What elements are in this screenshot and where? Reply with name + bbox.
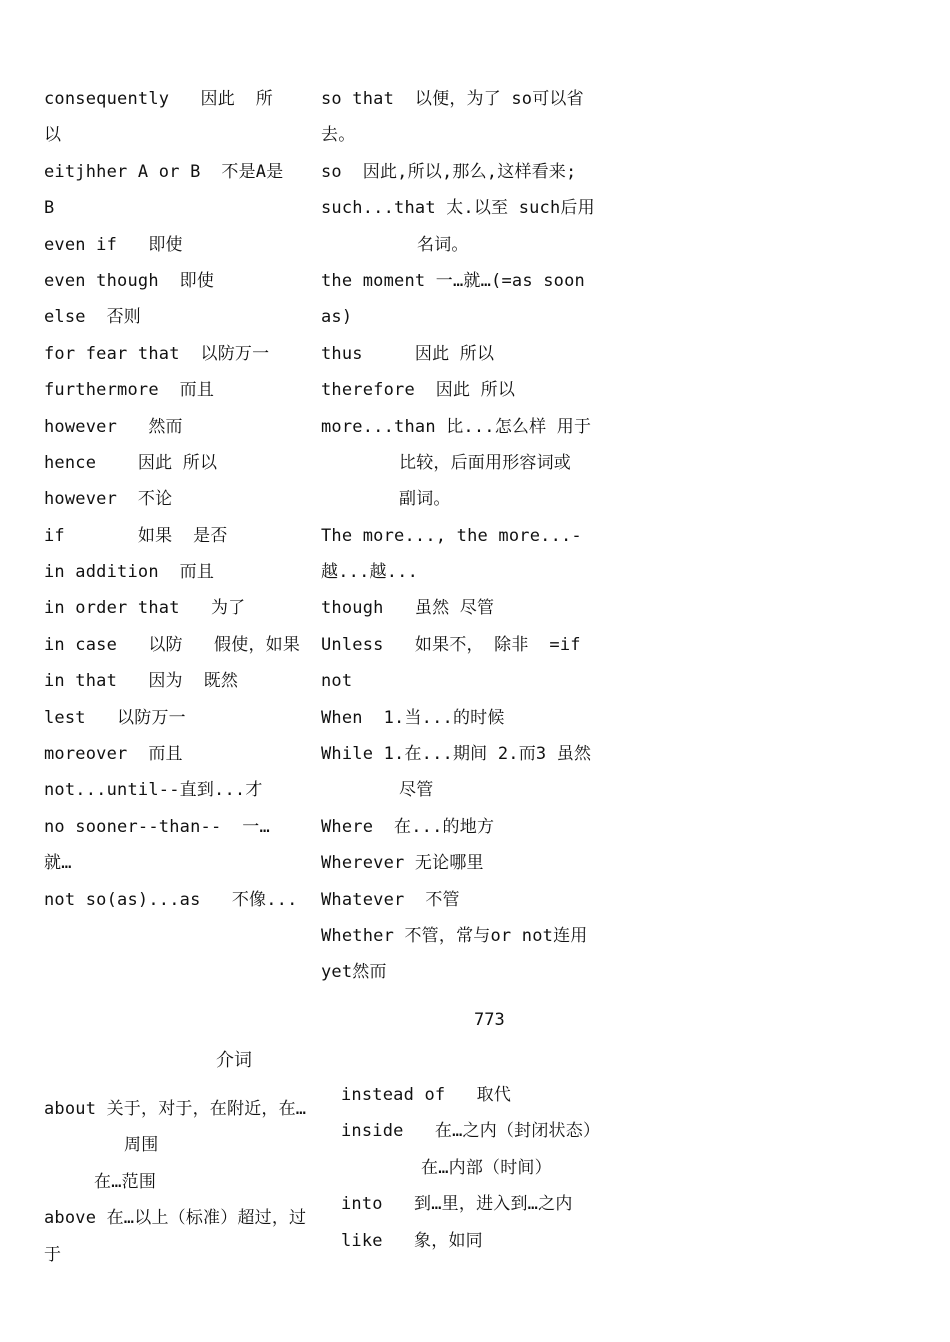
text-line: not xyxy=(321,671,353,692)
text-line: 比较，后面用形容词或 xyxy=(399,452,571,473)
text-line: more...than 比...怎么样 用于 xyxy=(321,416,592,437)
text-line: Whether 不管，常与or not连用 xyxy=(321,925,588,946)
text-line: yet然而 xyxy=(321,962,387,983)
text-line: the moment 一…就…(=as soon xyxy=(321,270,585,291)
text-line: Whatever 不管 xyxy=(321,889,460,910)
text-line: 在…内部（时间） xyxy=(421,1157,552,1178)
text-line: 去。 xyxy=(321,125,356,146)
text-line: however 然而 xyxy=(44,416,183,437)
text-line: 名词。 xyxy=(417,234,469,255)
text-line: though 虽然 尽管 xyxy=(321,598,495,619)
text-line: in addition 而且 xyxy=(44,562,215,583)
conjunctions-left-column xyxy=(44,81,314,918)
text-line: no sooner--than-- 一… xyxy=(44,816,270,837)
text-line: thus 因此 所以 xyxy=(321,343,495,364)
conjunctions-right-column xyxy=(321,81,621,991)
text-line: 副词。 xyxy=(399,489,451,510)
text-line: B xyxy=(44,198,55,219)
text-line: in case 以防 假使，如果 xyxy=(44,634,301,655)
text-line: 尽管 xyxy=(399,780,434,801)
text-line: about 关于，对于，在附近，在… xyxy=(44,1099,307,1119)
prepositions-left-column xyxy=(44,1091,334,1273)
text-line: not so(as)...as 不像... xyxy=(44,889,298,910)
text-line: The more..., the more...- xyxy=(321,525,582,546)
text-line: Where 在...的地方 xyxy=(321,816,495,837)
text-line: eitjhher A or B 不是A是 xyxy=(44,161,284,182)
text-line: furthermore 而且 xyxy=(44,380,215,401)
text-line: instead of 取代 xyxy=(341,1085,512,1105)
text-line: in that 因为 既然 xyxy=(44,671,239,692)
text-line: lest 以防万一 xyxy=(44,707,186,728)
text-line: Wherever 无论哪里 xyxy=(321,853,484,874)
text-line: 在…范围 xyxy=(94,1171,157,1192)
text-line: in order that 为了 xyxy=(44,598,246,619)
text-line: as) xyxy=(321,307,353,328)
text-line: inside 在…之内（封闭状态） xyxy=(341,1121,601,1142)
text-line: so 因此,所以,那么,这样看来; xyxy=(321,161,577,182)
text-line: 周围 xyxy=(124,1135,159,1156)
text-line: for fear that 以防万一 xyxy=(44,343,270,364)
text-line: if 如果 是否 xyxy=(44,525,228,546)
page-number: 773 xyxy=(474,1010,505,1030)
text-line: however 不论 xyxy=(44,489,173,510)
text-line: like 象，如同 xyxy=(341,1230,483,1251)
text-line: While 1.在...期间 2.而3 虽然 xyxy=(321,744,592,765)
text-line: Unless 如果不， 除非 =if xyxy=(321,634,581,655)
text-line: 于 xyxy=(44,1244,62,1265)
text-line: into 到…里，进入到…之内 xyxy=(341,1194,573,1215)
text-line: even if 即使 xyxy=(44,234,183,255)
text-line: not...until--直到...才 xyxy=(44,780,263,801)
text-line: above 在…以上（标准）超过，过 xyxy=(44,1208,307,1229)
section-title: 介词 xyxy=(216,1050,252,1071)
text-line: 就… xyxy=(44,853,72,874)
text-line: hence 因此 所以 xyxy=(44,452,218,473)
prepositions-right-column xyxy=(341,1077,641,1259)
text-line: moreover 而且 xyxy=(44,744,183,765)
text-line: 越...越... xyxy=(321,562,419,583)
text-line: else 否则 xyxy=(44,307,142,328)
text-line: so that 以便，为了 so可以省 xyxy=(321,89,584,109)
text-line: therefore 因此 所以 xyxy=(321,380,516,401)
text-line: 以 xyxy=(44,125,62,146)
text-line: even though 即使 xyxy=(44,270,215,291)
text-line: such...that 太.以至 such后用 xyxy=(321,198,595,219)
text-line: When 1.当...的时候 xyxy=(321,707,505,728)
text-line: consequently 因此 所 xyxy=(44,89,273,109)
